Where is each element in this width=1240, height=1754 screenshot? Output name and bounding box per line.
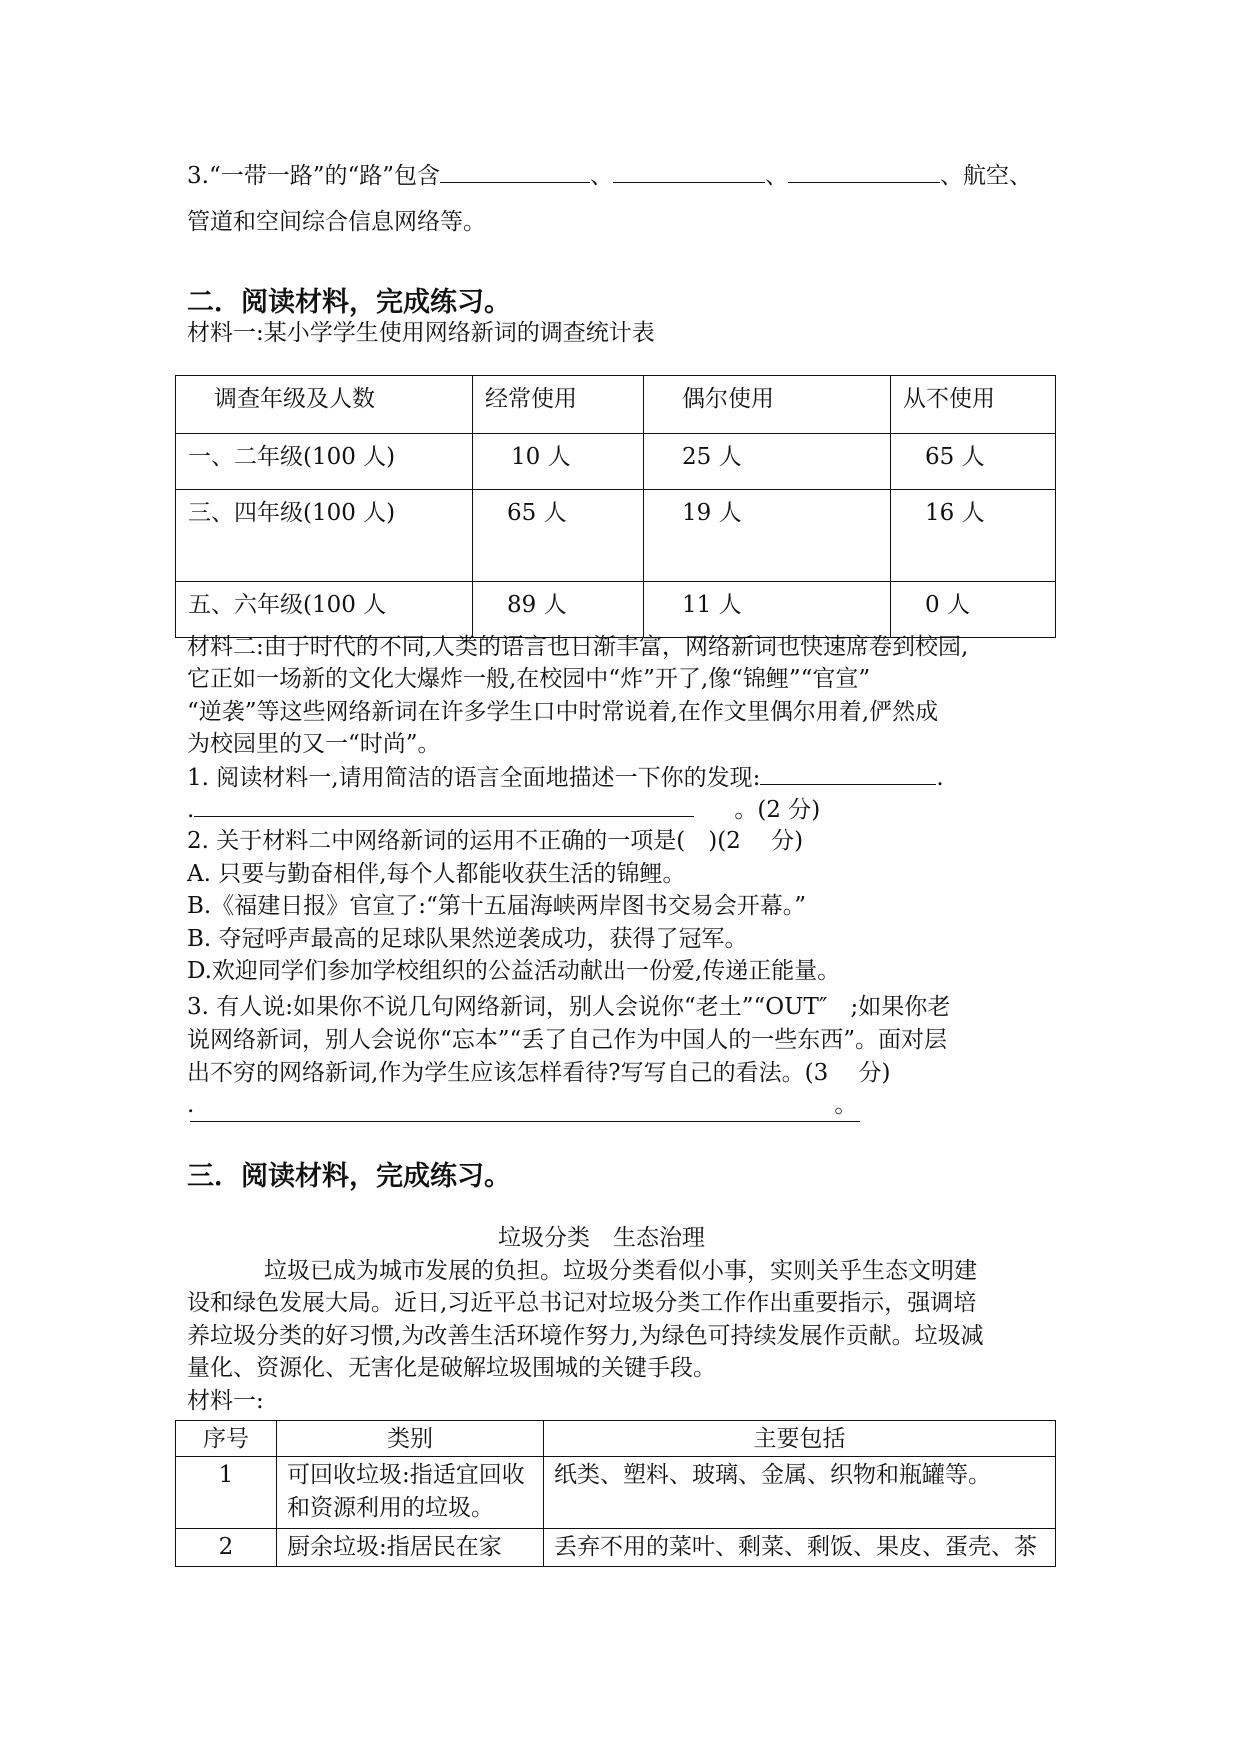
survey-cell: 16 人	[891, 490, 1056, 582]
q3-blank-2[interactable]	[613, 160, 765, 183]
garbage-header-row	[176, 1421, 1056, 1457]
survey-row	[176, 490, 1056, 582]
q3-blank-1[interactable]	[440, 160, 590, 183]
survey-header-row	[176, 376, 1056, 434]
survey-header-cell: 偶尔使用	[644, 376, 891, 434]
s2-q3-answer	[187, 1090, 857, 1120]
survey-header-cell: 调查年级及人数	[176, 376, 473, 434]
s2-q1-text: 1. 阅读材料一,请用简洁的语言全面地描述一下你的发现:	[187, 765, 761, 791]
s2-q1-end: .	[936, 765, 944, 791]
article-title: 垃圾分类 生态治理	[498, 1225, 705, 1251]
garbage-cell: 可回收垃圾:指适宜回收和资源利用的垃圾。	[277, 1457, 544, 1529]
s2-q3-answer-line[interactable]	[190, 1121, 860, 1122]
survey-row	[176, 434, 1056, 490]
survey-cell: 19 人	[644, 490, 891, 582]
garbage-cell: 纸类、塑料、玻璃、金属、织物和瓶罐等。	[544, 1457, 1056, 1529]
survey-header-cell: 从不使用	[891, 376, 1056, 434]
s2-q1-line2-start: .	[187, 797, 195, 823]
q3-blank-3[interactable]	[788, 160, 940, 183]
garbage-header-cell: 序号	[176, 1421, 277, 1457]
s2-q2-option: B. 夺冠呼声最高的足球队果然逆袭成功，获得了冠军。	[187, 926, 748, 952]
garbage-header-cell: 类别	[277, 1421, 544, 1457]
article-line: 设和绿色发展大局。近日,习近平总书记对垃圾分类工作作出重要指示，强调培	[187, 1290, 977, 1316]
s2-q3-line: 说网络新词，别人会说你“忘本”“丢了自己作为中国人的一些东西”。面对层	[187, 1027, 948, 1053]
s2-q3-answer-end: 。	[834, 1092, 858, 1118]
survey-cell: 三、四年级(100 人)	[176, 490, 473, 582]
q3-prefix: 3.“一带一路”的“路”包含	[187, 163, 440, 189]
s2-q1-score: 。(2 分)	[734, 797, 821, 823]
material2-line: 为校园里的又一“时尚”。	[187, 731, 441, 757]
q3-sep-1: 、	[589, 163, 613, 189]
q3-line2: 管道和空间综合信息网络等。	[187, 209, 486, 235]
garbage-cell: 厨余垃圾:指居民在家	[277, 1529, 544, 1567]
survey-cell: 25 人	[644, 434, 891, 490]
s2-q1-blank-1[interactable]	[760, 762, 936, 785]
survey-cell: 五、六年级(100 人	[176, 582, 473, 638]
q3-suffix: 、航空、	[939, 163, 1032, 189]
survey-cell: 10 人	[473, 434, 644, 490]
s2-q2-option: B.《福建日报》官宣了:“第十五届海峡两岸图书交易会开幕。”	[187, 893, 806, 919]
section2-heading: 二．阅读材料，完成练习。	[187, 287, 511, 318]
q3-line1	[187, 160, 1032, 191]
s2-q1	[187, 762, 944, 793]
garbage-row	[176, 1457, 1056, 1529]
material1-label: 材料一:	[187, 1388, 264, 1414]
s2-q3-line: 出不穷的网络新词,作为学生应该怎样看待?写写自己的看法。(3 分)	[187, 1060, 891, 1086]
material2-line: “逆袭”等这些网络新词在许多学生口中时常说着,在作文里偶尔用着,俨然成	[187, 699, 939, 725]
survey-cell: 0 人	[891, 582, 1056, 638]
garbage-row	[176, 1529, 1056, 1567]
section3-heading: 三．阅读材料，完成练习。	[187, 1161, 511, 1192]
article-line: 量化、资源化、无害化是破解垃圾围城的关键手段。	[187, 1355, 716, 1381]
survey-cell: 89 人	[473, 582, 644, 638]
s2-q3-answer-start: .	[187, 1092, 195, 1118]
survey-cell: 65 人	[473, 490, 644, 582]
survey-cell: 11 人	[644, 582, 891, 638]
survey-cell: 65 人	[891, 434, 1056, 490]
garbage-table	[175, 1420, 1056, 1567]
survey-row	[176, 582, 1056, 638]
article-line: 养垃圾分类的好习惯,为改善生活环境作努力,为绿色可持续发展作贡献。垃圾减	[187, 1323, 984, 1349]
s2-q2-option: A. 只要与勤奋相伴,每个人都能收获生活的锦鲤。	[187, 861, 686, 887]
material2-line: 材料二:由于时代的不同,人类的语言也日渐丰富，网络新词也快速席卷到校园,	[187, 634, 969, 660]
s2-q2-option: D.欢迎同学们参加学校组织的公益活动献出一份爱,传递正能量。	[187, 958, 841, 984]
s2-q1-line2	[187, 794, 820, 825]
s2-q1-blank-2[interactable]	[194, 794, 694, 817]
survey-cell: 一、二年级(100 人)	[176, 434, 473, 490]
survey-table	[175, 375, 1056, 638]
garbage-cell: 1	[176, 1457, 277, 1529]
garbage-cell: 2	[176, 1529, 277, 1567]
article-line: 垃圾已成为城市发展的负担。垃圾分类看似小事，实则关乎生态文明建	[264, 1258, 977, 1284]
material2-line: 它正如一场新的文化大爆炸一般,在校园中“炸”开了,像“锦鲤”“官宣”	[187, 666, 871, 692]
garbage-header-cell: 主要包括	[544, 1421, 1056, 1457]
q3-sep-2: 、	[764, 163, 788, 189]
s2-q2: 2. 关于材料二中网络新词的运用不正确的一项是( )(2 分)	[187, 828, 804, 854]
material1-caption: 材料一:某小学学生使用网络新词的调查统计表	[187, 320, 655, 346]
survey-header-cell: 经常使用	[473, 376, 644, 434]
garbage-cell: 丢弃不用的菜叶、剩菜、剩饭、果皮、蛋壳、茶	[544, 1529, 1056, 1567]
s2-q3-line: 3. 有人说:如果你不说几句网络新词，别人会说你“老土”“OUT″ ;如果你老	[187, 994, 951, 1020]
